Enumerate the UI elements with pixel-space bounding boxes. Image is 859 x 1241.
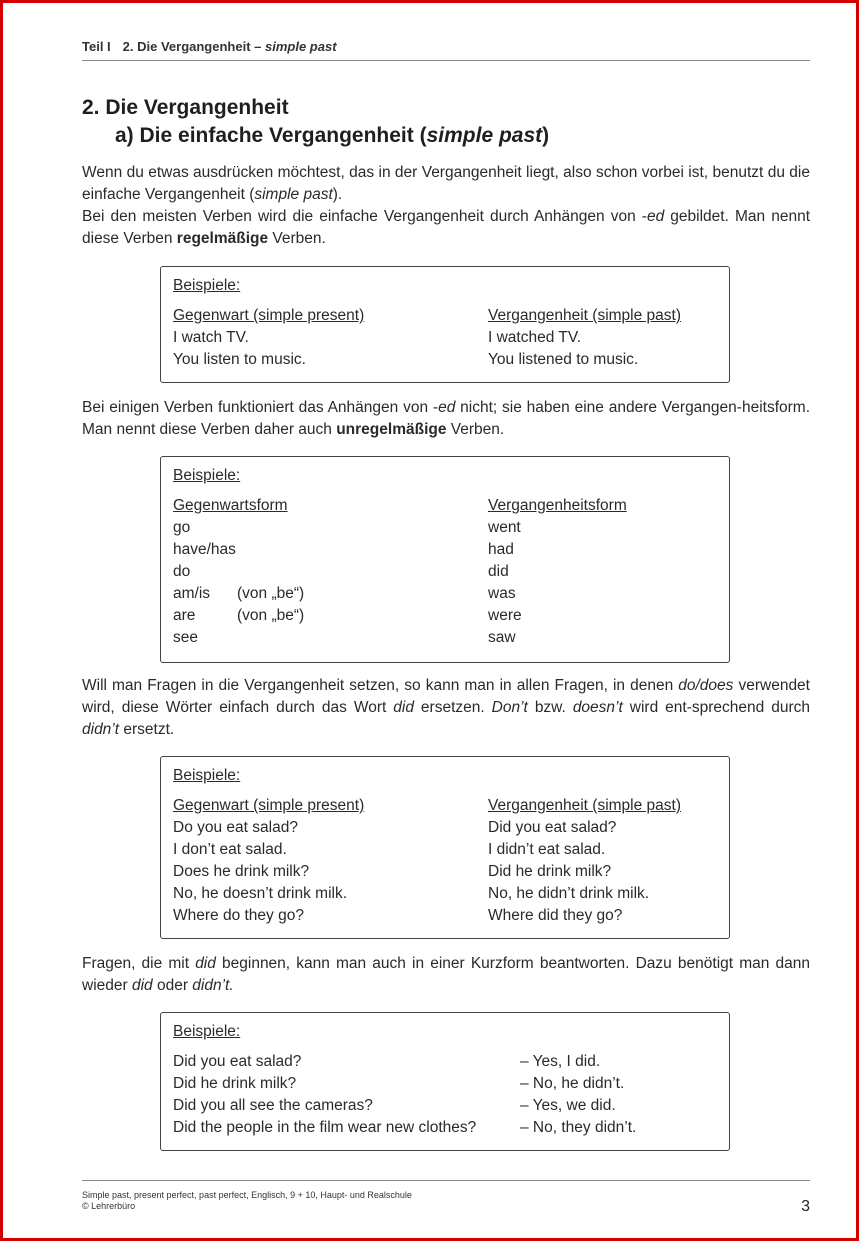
box-3-head-right: Vergangenheit (simple past) (488, 797, 682, 814)
box-2-title: Beispiele: (173, 467, 241, 484)
box-2-past: had (488, 541, 514, 558)
box-1-cell: You listen to music. (173, 351, 306, 368)
box-2-row (173, 561, 717, 583)
box-2-note: (von „be“) (237, 585, 305, 602)
box-2-cell (173, 627, 488, 649)
box-1-row (173, 349, 717, 371)
p3-c-italic: Don’t (491, 699, 528, 716)
box-3-cell: Does he drink milk? (173, 863, 310, 880)
box-4-row (173, 1051, 717, 1073)
p4-a: Fragen, die mit (82, 955, 196, 972)
example-box-3 (160, 756, 730, 939)
box-1-cell: I watched TV. (488, 329, 582, 346)
box-2-cell (173, 517, 488, 539)
box-2-verb: am/is (173, 585, 211, 602)
box-2-verb: do (173, 563, 191, 580)
p3-d: bzw. (527, 699, 573, 716)
paragraph-2 (82, 397, 810, 441)
box-1-cell: You listened to music. (488, 351, 639, 368)
box-2-past: was (488, 585, 516, 602)
running-head-chapter-italic: simple past (265, 39, 337, 54)
box-2-past: saw (488, 629, 516, 646)
box-2-row (173, 539, 717, 561)
p4-a-italic: did (195, 955, 216, 972)
box-2-verb: have/has (173, 541, 236, 558)
p3-e-italic: didn’t (82, 721, 120, 738)
box-4-answer: – No, he didn’t. (520, 1075, 625, 1092)
box-2-verb: see (173, 629, 198, 646)
p2-c: Verben. (446, 421, 505, 438)
box-3-cell: No, he doesn’t drink milk. (173, 885, 348, 902)
title-line-2-pre: a) Die einfache Vergangenheit ( (115, 124, 427, 147)
box-2-cell (173, 605, 488, 627)
box-3-cell: I didn’t eat salad. (488, 841, 606, 858)
example-box-4 (160, 1012, 730, 1151)
box-3-cell: Where do they go? (173, 907, 304, 924)
p4-c: oder (152, 977, 193, 994)
box-4-answer: – No, they didn’t. (520, 1119, 637, 1136)
box-4-question: Did he drink milk? (173, 1075, 297, 1092)
box-1-head-right: Vergangenheit (simple past) (488, 307, 682, 324)
p1-d-bold: regelmäßige (176, 230, 269, 247)
title-line-2 (82, 122, 810, 150)
p2-b-bold: unregelmäßige (336, 421, 447, 438)
box-3-header-row (173, 795, 717, 817)
paragraph-3 (82, 675, 810, 741)
box-2-cell (173, 539, 488, 561)
example-box-2 (160, 456, 730, 663)
box-2-cell (173, 561, 488, 583)
p1-c: Bei den meisten Verben wird die einfache Vergangenheit durch Anhängen von - (82, 208, 647, 225)
box-4-row (173, 1117, 717, 1139)
box-4-answer: – Yes, I did. (520, 1053, 601, 1070)
box-1-header-row (173, 305, 717, 327)
p2-a: Bei einigen Verben funktioniert das Anhängen von - (82, 399, 439, 416)
p1-e: Verben. (268, 230, 326, 247)
box-4-question: Did you all see the cameras? (173, 1097, 373, 1114)
paragraph-1 (82, 162, 810, 250)
running-head-part: Teil I (82, 39, 111, 54)
box-4-title: Beispiele: (173, 1023, 241, 1040)
box-1-title: Beispiele: (173, 277, 241, 294)
box-3-cell: I don’t eat salad. (173, 841, 287, 858)
box-4-question: Did you eat salad? (173, 1053, 302, 1070)
box-3-row (173, 839, 717, 861)
running-head (82, 39, 810, 61)
p4-c-italic: didn’t. (192, 977, 234, 994)
box-4-row (173, 1095, 717, 1117)
p3-b: verwendet wird, diese Wörter einfach durch das Wort (82, 677, 810, 716)
p3-f: ersetzt. (119, 721, 175, 738)
box-2-cell (173, 583, 488, 605)
box-3-cell: No, he didn’t drink milk. (488, 885, 650, 902)
box-3-cell: Where did they go? (488, 907, 623, 924)
box-4-question: Did the people in the film wear new clothes? (173, 1119, 477, 1136)
title-line-2-post: ) (542, 124, 550, 147)
box-4-row (173, 1073, 717, 1095)
running-head-chapter: 2. Die Vergangenheit – (122, 39, 262, 54)
box-2-row (173, 517, 717, 539)
p3-c: ersetzen. (413, 699, 492, 716)
box-2-header-row (173, 495, 717, 517)
box-2-verb: go (173, 519, 191, 536)
box-3-cell: Did you eat salad? (488, 819, 617, 836)
p3-b-italic: did (393, 699, 414, 716)
box-3-title: Beispiele: (173, 767, 241, 784)
box-2-past: did (488, 563, 509, 580)
box-2-verb: are (173, 607, 196, 624)
box-4-answer: – Yes, we did. (520, 1097, 616, 1114)
p3-a: Will man Fragen in die Vergangenheit setzen, so kann man in allen Fragen, in denen (82, 677, 679, 694)
box-3-row (173, 817, 717, 839)
p3-a-italic: do/does (678, 677, 734, 694)
p1-b: ). (332, 186, 343, 203)
p1-c-italic: ed (646, 208, 665, 225)
box-1-head-left: Gegenwart (simple present) (173, 307, 365, 324)
footer-line-1: Simple past, present perfect, past perfect, Englisch, 9 + 10, Haupt- und Realschule (82, 1190, 412, 1200)
box-2-past: went (488, 519, 521, 536)
box-1-cell: I watch TV. (173, 329, 249, 346)
box-3-cell: Did he drink milk? (488, 863, 612, 880)
box-3-row (173, 861, 717, 883)
p1-a-italic: simple past (254, 186, 333, 203)
title-line-1: 2. Die Vergangenheit (82, 96, 289, 119)
p3-e: wird ent-sprechend durch (622, 699, 810, 716)
footer-line-2: © Lehrerbüro (82, 1201, 136, 1211)
box-3-row (173, 905, 717, 927)
title-line-2-italic: simple past (426, 124, 543, 147)
box-2-head-right: Vergangenheitsform (488, 497, 627, 514)
example-box-1 (160, 266, 730, 383)
p2-b: nicht; sie haben eine andere Vergangen-heitsform. Man nennt diese Verben daher auch (82, 399, 810, 438)
p2-a-italic: ed (438, 399, 456, 416)
box-1-row (173, 327, 717, 349)
box-2-head-left: Gegenwartsform (173, 497, 288, 514)
box-2-row (173, 605, 717, 627)
section-title (82, 94, 810, 150)
p1-a: Wenn du etwas ausdrücken möchtest, das in der Vergangenheit liegt, also schon vorbei ist, benutzt du die einfache Vergangenheit ( (82, 164, 810, 203)
footer (82, 1190, 412, 1212)
p4-b-italic: did (131, 977, 153, 994)
box-2-note: (von „be“) (237, 607, 305, 624)
box-2-row (173, 627, 717, 649)
box-3-head-left: Gegenwart (simple present) (173, 797, 365, 814)
footer-divider (82, 1180, 810, 1181)
page-number: 3 (801, 1198, 810, 1215)
box-2-row (173, 583, 717, 605)
p3-d-italic: doesn’t (572, 699, 623, 716)
box-2-past: were (488, 607, 522, 624)
box-3-row (173, 883, 717, 905)
box-3-cell: Do you eat salad? (173, 819, 298, 836)
paragraph-4 (82, 953, 810, 997)
p1-d: gebildet. Man nennt diese Verben (82, 208, 810, 247)
p4-b: beginnen, kann man auch in einer Kurzform beantworten. Dazu benötigt man dann wieder (82, 955, 811, 994)
